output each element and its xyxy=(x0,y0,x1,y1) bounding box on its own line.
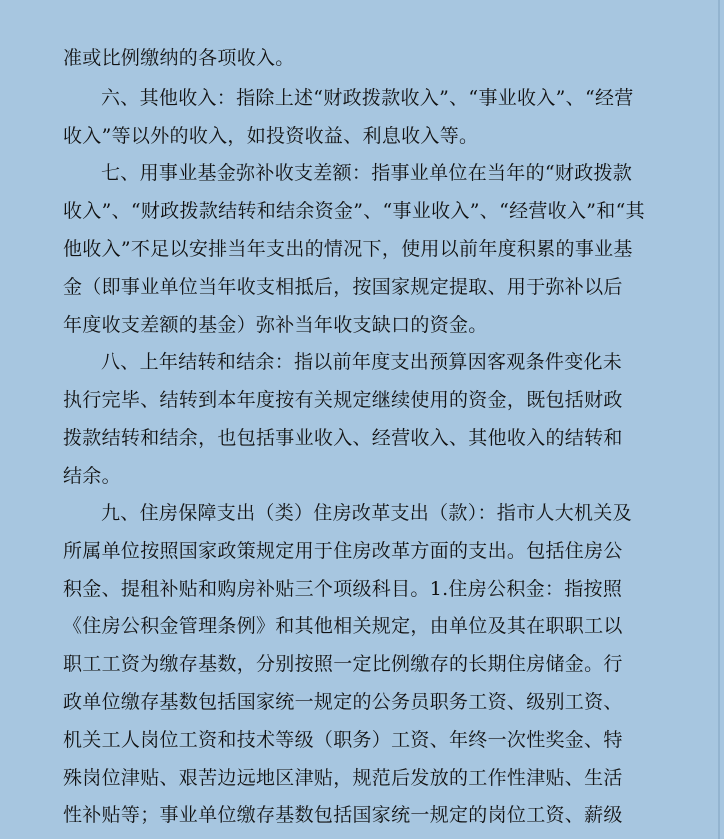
text-line: 《住房公积金管理条例》和其他相关规定，由单位及其在职职工以 xyxy=(63,615,623,637)
paragraph-first-line: 八、上年结转和结余：指以前年度支出预算因客观条件变化未 xyxy=(101,351,623,373)
text-line: 他收入”不足以安排当年支出的情况下，使用以前年度积累的事业基 xyxy=(63,238,633,260)
text-line: 年度收支差额的基金）弥补当年收支缺口的资金。 xyxy=(63,314,488,336)
paragraph-first-line: 九、住房保障支出（类）住房改革支出（款）：指市人大机关及 xyxy=(101,502,632,524)
text-line: 结余。 xyxy=(63,465,121,487)
text-line: 收入”、“财政拨款结转和结余资金”、“事业收入”、“经营收入”和“其 xyxy=(63,200,645,222)
paragraph-first-line: 七、用事业基金弥补收支差额：指事业单位在当年的“财政拨款 xyxy=(101,162,633,184)
text-line: 性补贴等；事业单位缴存基数包括国家统一规定的岗位工资、薪级 xyxy=(63,804,623,826)
text-line: 政单位缴存基数包括国家统一规定的公务员职务工资、级别工资、 xyxy=(63,691,623,713)
text-line: 准或比例缴纳的各项收入。 xyxy=(63,47,295,69)
text-line: 拨款结转和结余，也包括事业收入、经营收入、其他收入的结转和 xyxy=(63,427,623,449)
text-line: 殊岗位津贴、艰苦边远地区津贴，规范后发放的工作性津贴、生活 xyxy=(63,767,623,789)
text-line: 执行完毕、结转到本年度按有关规定继续使用的资金，既包括财政 xyxy=(63,389,623,411)
text-line: 积金、提租补贴和购房补贴三个项级科目。1.住房公积金：指按照 xyxy=(63,578,623,600)
text-line: 职工工资为缴存基数，分别按照一定比例缴存的长期住房储金。行 xyxy=(63,653,623,675)
text-line: 所属单位按照国家政策规定用于住房改革方面的支出。包括住房公 xyxy=(63,540,623,562)
paragraph-first-line: 六、其他收入：指除上述“财政拨款收入”、“事业收入”、“经营 xyxy=(101,87,634,109)
text-line: 收入”等以外的收入，如投资收益、利息收入等。 xyxy=(63,125,479,147)
text-line: 金（即事业单位当年收支相抵后，按国家规定提取、用于弥补以后 xyxy=(63,276,623,298)
text-line: 机关工人岗位工资和技术等级（职务）工资、年终一次性奖金、特 xyxy=(63,729,623,751)
